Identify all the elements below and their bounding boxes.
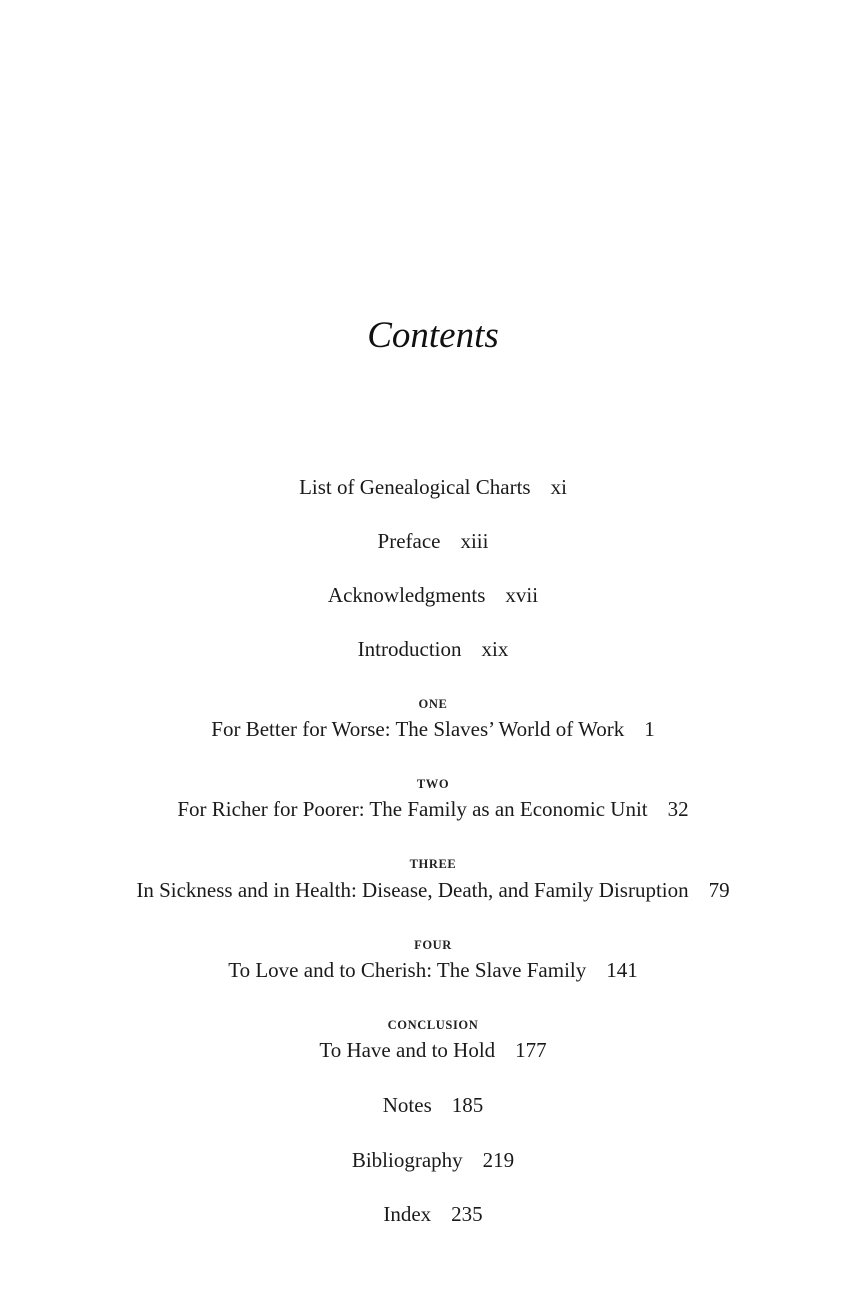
toc-entry-page: xi [550, 475, 567, 499]
toc-entry-notes [0, 1092, 866, 1118]
toc-entry-preface [0, 528, 866, 554]
toc-entry-page: 235 [451, 1202, 483, 1226]
toc-entry-chapter-two [0, 796, 866, 822]
toc-entry-title: To Love and to Cherish: The Slave Family [228, 958, 587, 982]
toc-entry-introduction [0, 636, 866, 662]
toc-entry-page: xvii [505, 583, 539, 607]
toc-entry-title: Introduction [357, 637, 462, 661]
toc-entry-page: 185 [451, 1093, 484, 1117]
toc-entry-title: Preface [377, 529, 441, 553]
toc-entry-title: To Have and to Hold [319, 1038, 496, 1062]
chapter-label: TWO [416, 777, 450, 791]
toc-entry-conclusion [0, 1037, 866, 1063]
toc-entry-chapter-three [0, 877, 866, 903]
toc-entry-page: 1 [644, 717, 655, 741]
toc-entry-page: xix [481, 637, 509, 661]
toc-entry-title: For Better for Worse: The Slaves’ World of Work [211, 717, 625, 741]
toc-entry-page: 79 [708, 878, 730, 902]
toc-entry-page: 219 [482, 1148, 515, 1172]
toc-entry-title: Bibliography [351, 1148, 463, 1172]
toc-entry-chapter-one [0, 716, 866, 742]
toc-entry-title: Acknowledgments [327, 583, 486, 607]
toc-entry-chapter-four [0, 957, 866, 983]
toc-entry-title: Index [383, 1202, 432, 1226]
toc-entry-page: 177 [515, 1038, 547, 1062]
chapter-label: CONCLUSION [387, 1018, 479, 1032]
toc-entry-acknowledgments [0, 582, 866, 608]
toc-entry-genealogical-charts [0, 474, 866, 500]
toc-entry-page: xiii [460, 529, 489, 553]
toc-entry-page: 32 [667, 797, 689, 821]
toc-entry-page: 141 [606, 958, 638, 982]
chapter-label: FOUR [414, 938, 452, 952]
toc-entry-title: List of Genealogical Charts [299, 475, 531, 499]
chapter-label: ONE [418, 697, 448, 711]
toc-entry-title: Notes [382, 1093, 432, 1117]
toc-entry-index [0, 1201, 866, 1227]
chapter-label: THREE [409, 857, 457, 871]
toc-entry-bibliography [0, 1147, 866, 1173]
page-title: Contents [367, 315, 499, 356]
toc-entry-title: For Richer for Poorer: The Family as an Economic Unit [177, 797, 648, 821]
toc-entry-title: In Sickness and in Health: Disease, Death, and Family Disruption [136, 878, 689, 902]
